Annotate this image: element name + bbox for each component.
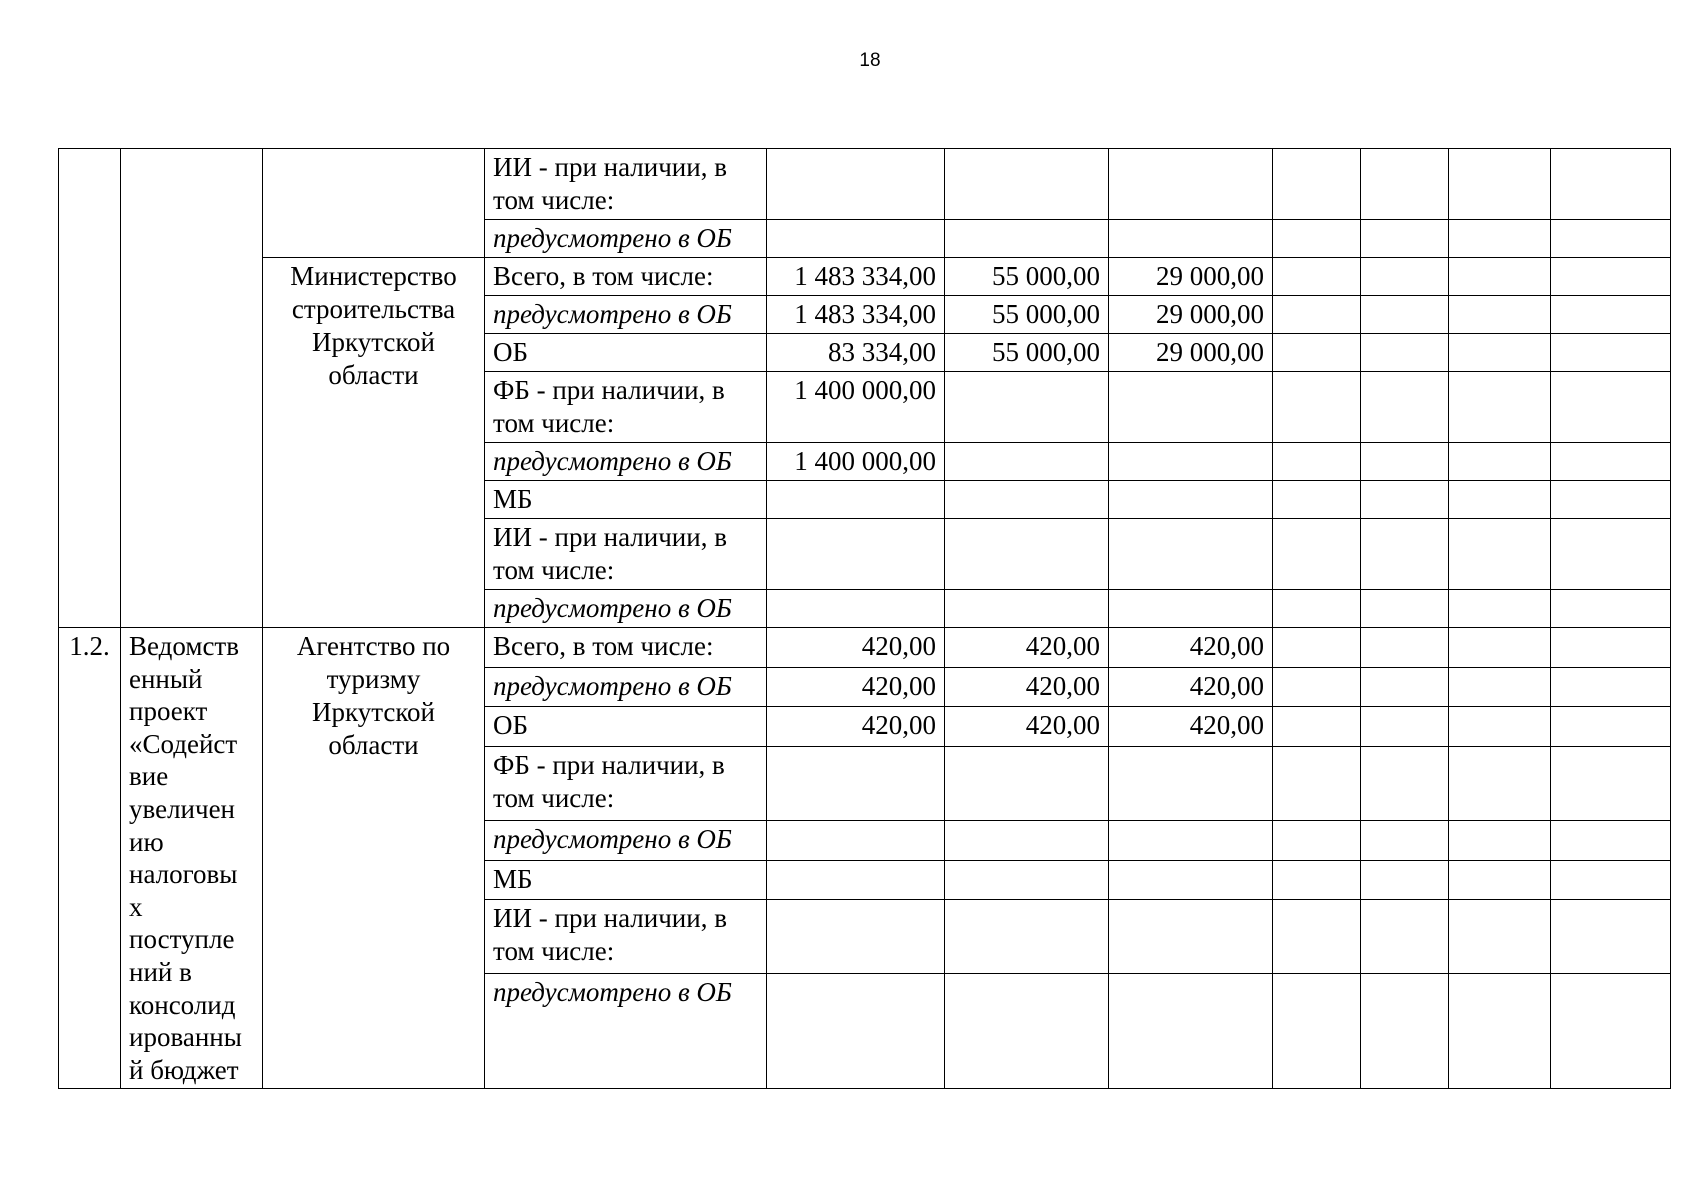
total-label: Всего, в том числе: [485,258,767,296]
provided-label: предусмотрено в ОБ [485,821,767,861]
value-cell: 55 000,00 [945,334,1109,372]
ii-label: ИИ - при наличии, в том числе: [485,519,767,590]
number-cell [59,149,121,628]
project-name: Ведомств енный проект «Содейст вие увеличен ию налоговы х поступле ний в консолид ированны й бюджет [121,628,263,1089]
value-cell: 420,00 [1109,628,1273,668]
value-cell: 1 483 334,00 [767,296,945,334]
ii-label: ИИ - при наличии, в том числе: [485,900,767,974]
value-cell: 1 400 000,00 [767,443,945,481]
provided-label: предусмотрено в ОБ [485,974,767,1089]
value-cell: 1 483 334,00 [767,258,945,296]
total-label: Всего, в том числе: [485,628,767,668]
responsible-agency: Агентство по туризму Иркутской области [263,628,485,1089]
section-number: 1.2. [59,628,121,1089]
value-cell: 55 000,00 [945,296,1109,334]
value-cell: 420,00 [1109,707,1273,747]
value-cell: 29 000,00 [1109,258,1273,296]
budget-table [58,148,1671,1089]
provided-label: предусмотрено в ОБ [485,590,767,628]
value-cell: 29 000,00 [1109,334,1273,372]
mb-label: МБ [485,860,767,900]
value-cell: 420,00 [945,707,1109,747]
ob-label: ОБ [485,334,767,372]
table-row [59,149,1671,220]
value-cell: 420,00 [767,667,945,707]
value-cell: 1 400 000,00 [767,372,945,443]
responsible-cell [263,149,485,258]
fb-label: ФБ - при наличии, в том числе: [485,746,767,820]
provided-label: предусмотрено в ОБ [485,220,767,258]
value-cell: 420,00 [945,628,1109,668]
ii-label: ИИ - при наличии, в том числе: [485,149,767,220]
value-cell: 420,00 [945,667,1109,707]
mb-label: МБ [485,481,767,519]
provided-label: предусмотрено в ОБ [485,667,767,707]
fb-label: ФБ - при наличии, в том числе: [485,372,767,443]
table-row [59,258,1671,296]
value-cell: 29 000,00 [1109,296,1273,334]
provided-label: предусмотрено в ОБ [485,443,767,481]
responsible-ministry: Министерство строительства Иркутской области [263,258,485,628]
value-cell: 420,00 [767,707,945,747]
page-number: 18 [859,50,881,71]
value-cell: 55 000,00 [945,258,1109,296]
table-row [59,628,1671,668]
value-cell: 420,00 [767,628,945,668]
project-name-cell [121,149,263,628]
value-cell: 83 334,00 [767,334,945,372]
value-cell: 420,00 [1109,667,1273,707]
ob-label: ОБ [485,707,767,747]
provided-label: предусмотрено в ОБ [485,296,767,334]
